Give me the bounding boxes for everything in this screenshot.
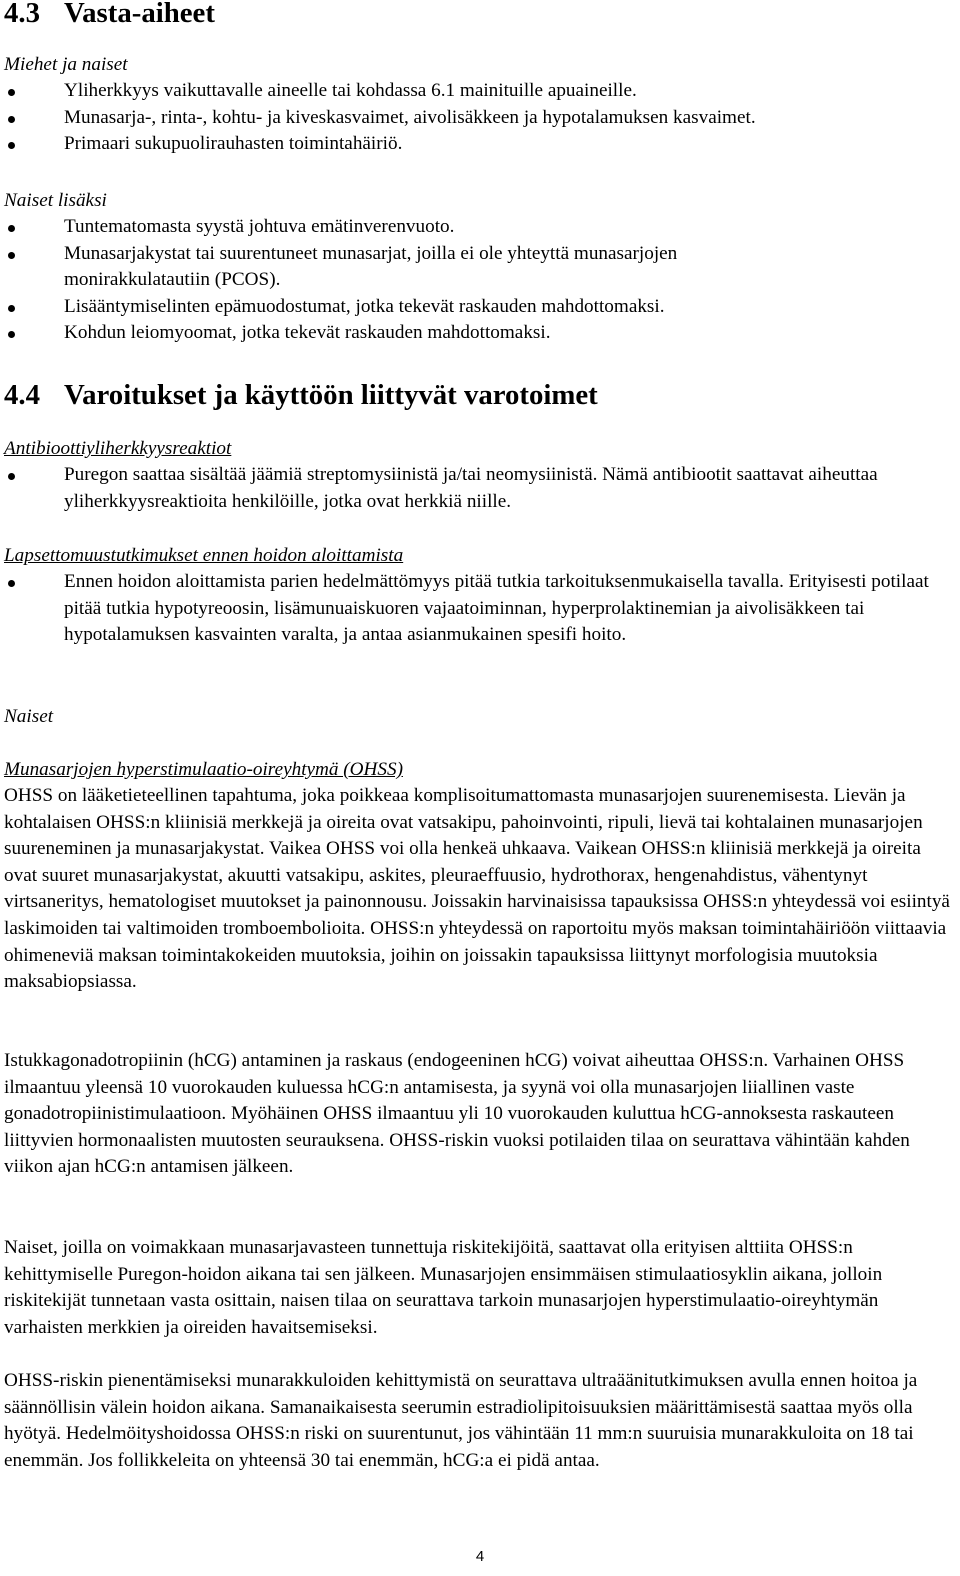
subheading-infertility: Lapsettomuustutkimukset ennen hoidon aloittamista xyxy=(4,545,404,566)
list-item: Munasarjakystat tai suurentuneet munasarjat, joilla ei ole yhteyttä munasarjojen monirakkulatautiin (PCOS). xyxy=(4,241,954,294)
section-title: Varoitukset ja käyttöön liittyvät varotoimet xyxy=(64,379,598,411)
men-and-women-block xyxy=(4,52,954,158)
infertility-block xyxy=(4,543,954,649)
list-item: Yliherkkyys vaikuttavalle aineelle tai kohdassa 6.1 mainituille apuaineille. xyxy=(4,78,954,105)
page-number: 4 xyxy=(475,1548,485,1565)
bullet-list xyxy=(4,78,954,158)
antibiotic-block xyxy=(4,436,954,515)
ohss-paragraph-2 xyxy=(4,1048,954,1181)
section-4-4-heading xyxy=(4,379,598,411)
list-item: Tuntematomasta syystä johtuva emätinverenvuoto. xyxy=(4,214,954,241)
ohss-paragraph-4 xyxy=(4,1368,954,1474)
subheading-ohss: Munasarjojen hyperstimulaatio-oireyhtymä (OHSS) xyxy=(4,759,403,780)
list-item: Ennen hoidon aloittamista parien hedelmättömyys pitää tutkia tarkoituksenmukaisella tavalla. Erityisesti potilaat pitää tutkia hypotyreoosin, lisämunuaiskuoren vajaatoiminnan, hyperprolaktinemian ja aivolisäkkeen tai hypotalamuksen kasvainten varalta, ja antaa asianmukainen spesifi hoito. xyxy=(4,569,954,649)
list-item: Munasarja-, rinta-, kohtu- ja kiveskasvaimet, aivolisäkkeen ja hypotalamuksen kasvaimet. xyxy=(4,105,954,132)
list-item: Puregon saattaa sisältää jäämiä streptomysiinistä ja/tai neomysiinistä. Nämä antibiootit saattavat aiheuttaa yliherkkyysreaktioita henkilöille, jotka ovat herkkiä niille. xyxy=(4,462,954,515)
section-4-3-heading xyxy=(4,0,215,29)
women-additionally-block xyxy=(4,188,954,347)
bullet-list xyxy=(4,214,954,347)
women-block xyxy=(4,704,954,730)
paragraph: OHSS-riskin pienentämiseksi munarakkuloiden kehittymistä on seurattava ultraäänitutkimuksen avulla ennen hoitoa ja säännöllisin välein hoidon aikana. Samanaikaisesta seerumin estradiolipitoisuuksien määrittämisestä saattaa myös olla hyötyä. Hedelmöityshoidossa OHSS:n riski on suurentunut, jos vähintään 11 mm:n suuruisia munarakkuloita on 18 tai enemmän. Jos follikkeleita on yhteensä 30 tai enemmän, hCG:a ei pidä antaa. xyxy=(4,1370,918,1471)
subheading-women-additionally: Naiset lisäksi xyxy=(4,190,107,211)
paragraph: Istukkagonadotropiinin (hCG) antaminen ja raskaus (endogeeninen hCG) voivat aiheuttaa OHSS:n. Varhainen OHSS ilmaantuu yleensä 10 vuorokauden kuluessa hCG:n antamisesta, ja syynä voi olla munasarjojen liiallinen vaste gonadotropiinistimulaatioon. Myöhäinen OHSS ilmaantuu yli 10 vuorokauden kuluttua hCG-annoksesta raskauteen liittyvien hormonaalisten muutosten seurauksena. OHSS-riskin vuoksi potilaiden tilaa on seurattava vähintään kahden viikon ajan hCG:n antamisen jälkeen. xyxy=(4,1050,910,1178)
list-item: Kohdun leiomyoomat, jotka tekevät raskauden mahdottomaksi. xyxy=(4,320,954,347)
paragraph: Naiset, joilla on voimakkaan munasarjavasteen tunnettuja riskitekijöitä, saattavat olla erityisen alttiita OHSS:n kehittymiselle Puregon-hoidon aikana tai sen jälkeen. Munasarjojen ensimmäisen stimulaatiosyklin aikana, jolloin riskitekijät tunnetaan vasta osittain, naisen tilaa on seurattava tarkoin munasarjojen hyperstimulaatio-oireyhtymän varhaisten merkkien ja oireiden havaitsemiseksi. xyxy=(4,1237,883,1338)
section-number: 4.4 xyxy=(4,379,40,411)
list-item: Primaari sukupuolirauhasten toimintahäiriö. xyxy=(4,131,954,158)
section-number: 4.3 xyxy=(4,0,40,29)
bullet-list xyxy=(4,569,954,649)
subheading-women: Naiset xyxy=(4,706,54,727)
ohss-paragraph-3 xyxy=(4,1235,954,1341)
paragraph: OHSS on lääketieteellinen tapahtuma, joka poikkeaa komplisoitumattomasta munasarjojen suurenemisesta. Lievän ja kohtalaisen OHSS:n kliinisiä merkkejä ja oireita ovat vatsakipu, pahoinvointi, ripuli, lievä tai kohtalainen munasarjojen suureneminen ja munasarjakystat. Vaikea OHSS voi olla henkeä uhkaava. Vaikean OHSS:n kliinisiä merkkejä ja oireita ovat suuret munasarjakystat, akuutti vatsakipu, askites, pleuraeffuusio, hydrothorax, hengenahdistus, vähentynyt virtsaneritys, hematologiset muutokset ja painonnousu. Joissakin harvinaisissa tapauksissa OHSS:n yhteydessä voi esiintyä laskimoiden tai valtimoiden tromboembolioita. OHSS:n yhteydessä on raportoitu myös maksan toimintahäiriöön viittaavia ohimeneviä maksan toimintakokeiden muutoksia, joihin on joissakin tapauksissa liittynyt morfologisia muutoksia maksabiopsiassa. xyxy=(4,785,950,993)
section-title: Vasta-aiheet xyxy=(64,0,215,29)
subheading-antibiotic: Antibioottiyliherkkyysreaktiot xyxy=(4,438,232,459)
list-item: Lisääntymiselinten epämuodostumat, jotka tekevät raskauden mahdottomaksi. xyxy=(4,294,954,321)
subheading-men-and-women: Miehet ja naiset xyxy=(4,54,128,75)
ohss-block xyxy=(4,757,954,996)
bullet-list xyxy=(4,462,954,515)
